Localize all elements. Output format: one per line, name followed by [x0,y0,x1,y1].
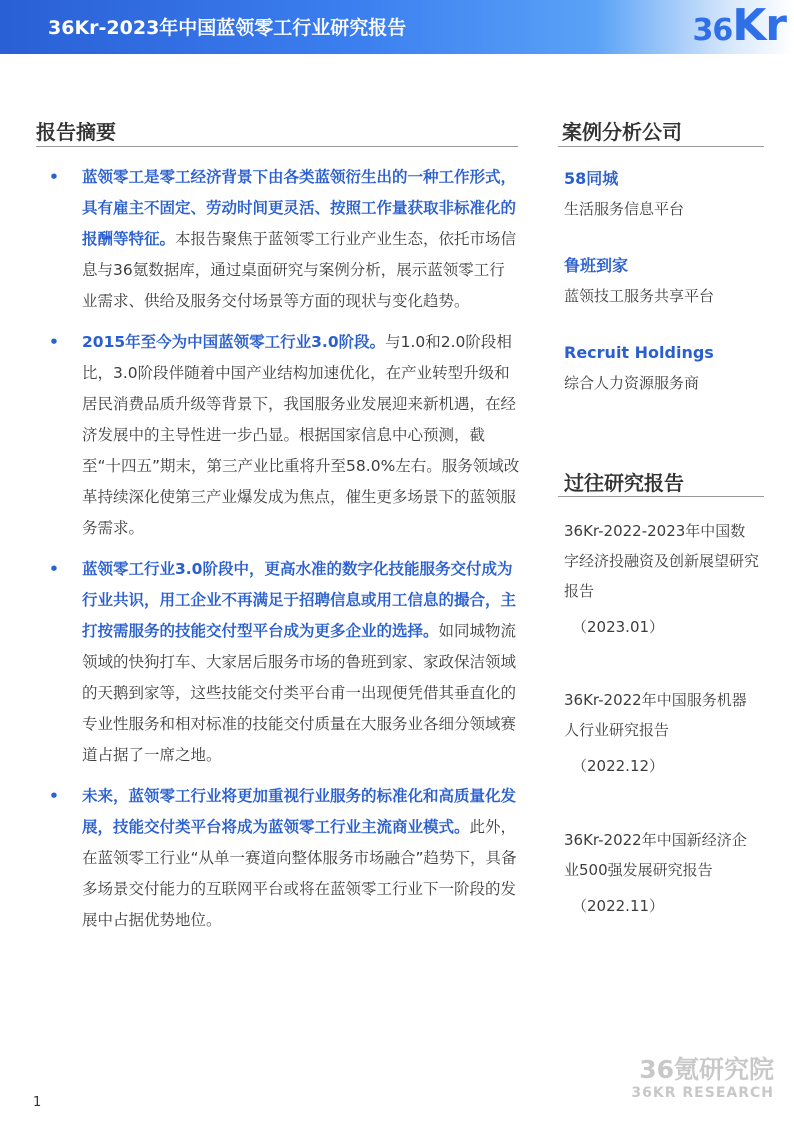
bullet-icon: • [49,333,59,351]
report-date: （2023.01） [572,618,665,636]
summary-highlight: 2015年至今为中国蓝领零工行业3.0阶段。 [82,333,386,351]
watermark-en: 36KR RESEARCH [631,1085,774,1101]
cases-divider [558,146,764,147]
past-reports-divider [558,496,764,497]
summary-item [46,781,520,936]
bullet-icon: • [49,560,59,578]
summary-item [46,554,520,771]
report-item [564,825,760,921]
past-reports-heading: 过往研究报告 [564,471,684,495]
page-number: 1 [33,1095,42,1110]
summary-item [46,162,520,317]
summary-heading: 报告摘要 [36,120,116,144]
summary-list [46,162,520,946]
watermark [631,1056,774,1102]
report-date: （2022.12） [572,757,665,775]
report-title-link[interactable]: 36Kr-2022年中国服务机器人行业研究报告 [564,691,747,739]
summary-text: 如同城物流领域的快狗打车、大家居后服务市场的鲁班到家、家政保洁领域的天鹅到家等，这些技能交付类平台甫一出现便凭借其垂直化的专业性服务和相对标准的技能交付质量在大服务业各细分领域赛道占据了一席之地。 [82,622,517,764]
summary-highlight: 蓝领零工行业3.0阶段中，更高水准的数字化技能服务交付成为行业共识，用工企业不再满足于招聘信息或用工信息的撮合，主打按需服务的技能交付型平台成为更多企业的选择。 [82,560,517,640]
report-title: 36Kr-2023年中国蓝领零工行业研究报告 [48,17,407,39]
company-name: 58同城 [564,169,619,188]
company-desc: 生活服务信息平台 [564,200,685,218]
report-date: （2022.11） [572,897,665,915]
company-name: 鲁班到家 [564,256,629,275]
company-desc: 综合人力资源服务商 [564,374,700,392]
report-title-link[interactable]: 36Kr-2022年中国新经济企业500强发展研究报告 [564,831,747,879]
bullet-icon: • [49,787,59,805]
summary-text: 本报告聚焦于蓝领零工行业产业生态，依托市场信息与36氪数据库，通过桌面研究与案例分析，展示蓝领零工行业需求、供给及服务交付场景等方面的现状与变化趋势。 [82,230,517,310]
summary-highlight: 未来，蓝领零工行业将更加重视行业服务的标准化和高质量化发展，技能交付类平台将成为蓝领零工行业主流商业模式。 [82,787,517,836]
summary-highlight: 蓝领零工是零工经济背景下由各类蓝领衍生出的一种工作形式，具有雇主不固定、劳动时间更灵活、按照工作量获取非标准化的报酬等特征。 [82,168,517,248]
summary-item [46,327,520,544]
report-title-link[interactable]: 36Kr-2022-2023年中国数字经济投融资及创新展望研究报告 [564,522,760,600]
36kr-logo [692,2,786,55]
watermark-cn: 36氪研究院 [639,1055,774,1084]
bullet-icon: • [49,168,59,186]
summary-divider [36,146,518,147]
summary-text: 与1.0和2.0阶段相比，3.0阶段伴随着中国产业结构加速优化，在产业转型升级和居民消费品质升级等背景下，我国服务业发展迎来新机遇，在经济发展中的主导性进一步凸显。根据国家信息中心预测，截至“十四五”期末，第三产业比重将升至58.0%左右。服务领域改革持续深化使第三产业爆发成为焦点，催生更多场景下的蓝领服务需求。 [82,333,520,537]
summary-text: 此外，在蓝领零工行业“从单一赛道向整体服务市场融合”趋势下，具备多场景交付能力的互联网平台或将在蓝领零工行业下一阶段的发展中占据优势地位。 [82,818,517,929]
logo-letters: Kr [732,0,786,51]
company-name: Recruit Holdings [564,343,714,362]
company-item [564,168,684,220]
logo-number: 36 [692,13,733,48]
report-item [564,685,760,781]
company-item [564,255,714,307]
cases-heading: 案例分析公司 [562,120,682,144]
report-item [564,516,760,642]
company-desc: 蓝领技工服务共享平台 [564,287,715,305]
company-item [564,342,714,394]
